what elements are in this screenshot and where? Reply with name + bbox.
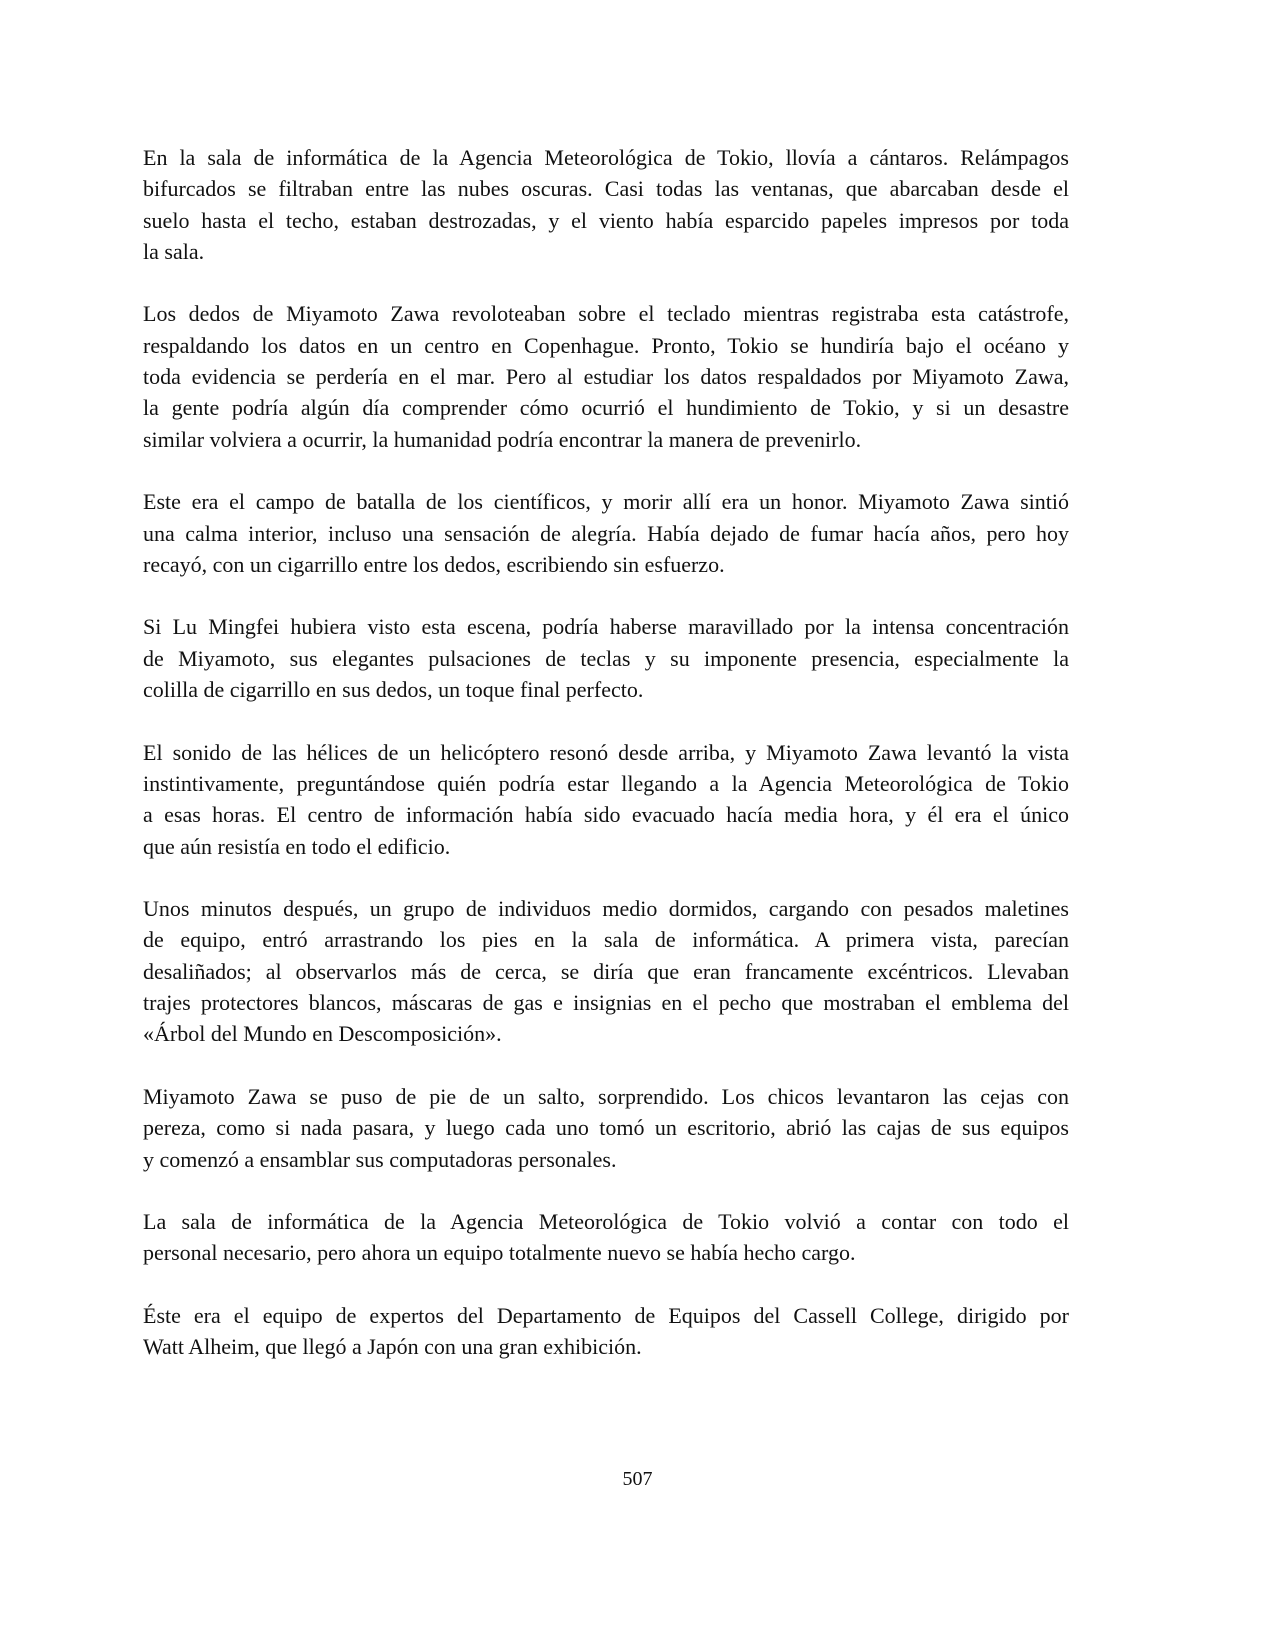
text-line: la gente podría algún día comprender cómo ocurrió el hundimiento de Tokio, y si un desastre	[143, 395, 1069, 421]
text-line: la sala.	[143, 238, 205, 264]
text-line: Si Lu Mingfei hubiera visto esta escena, podría haberse maravillado por la intensa concentración	[143, 614, 1069, 640]
paragraph	[143, 893, 1069, 1049]
text-line: toda evidencia se perdería en el mar. Pero al estudiar los datos respaldados por Miyamoto Zawa,	[143, 364, 1069, 390]
page-body	[143, 142, 1069, 1394]
text-line: La sala de informática de la Agencia Meteorológica de Tokio volvió a contar con todo el	[143, 1209, 1069, 1235]
paragraph	[143, 1300, 1069, 1363]
text-line: Watt Alheim, que llegó a Japón con una gran exhibición.	[143, 1334, 642, 1360]
text-line: desaliñados; al observarlos más de cerca, se diría que eran francamente excéntricos. Llevaban	[143, 958, 1069, 984]
paragraph	[143, 142, 1069, 267]
text-line: suelo hasta el techo, estaban destrozadas, y el viento había esparcido papeles impresos por toda	[143, 207, 1069, 233]
page-number: 507	[622, 1468, 653, 1490]
text-line: recayó, con un cigarrillo entre los dedos, escribiendo sin esfuerzo.	[143, 551, 725, 577]
paragraph	[143, 1081, 1069, 1175]
text-line: a esas horas. El centro de información había sido evacuado hacía media hora, y él era el único	[143, 802, 1069, 828]
text-line: respaldando los datos en un centro en Copenhague. Pronto, Tokio se hundiría bajo el océano y	[143, 332, 1069, 358]
text-line: Éste era el equipo de expertos del Departamento de Equipos del Cassell College, dirigido por	[143, 1302, 1069, 1328]
paragraph	[143, 1206, 1069, 1269]
text-line: una calma interior, incluso una sensación de alegría. Había dejado de fumar hacía años, pero hoy	[143, 520, 1069, 546]
text-line: personal necesario, pero ahora un equipo totalmente nuevo se había hecho cargo.	[143, 1240, 856, 1266]
text-line: trajes protectores blancos, máscaras de gas e insignias en el pecho que mostraban el emblema del	[143, 990, 1069, 1016]
text-line: Este era el campo de batalla de los científicos, y morir allí era un honor. Miyamoto Zawa sintió	[143, 489, 1069, 515]
text-line: que aún resistía en todo el edificio.	[143, 833, 451, 859]
text-line: instintivamente, preguntándose quién podría estar llegando a la Agencia Meteorológica de Tokio	[143, 770, 1069, 796]
paragraph	[143, 611, 1069, 705]
text-line: El sonido de las hélices de un helicóptero resonó desde arriba, y Miyamoto Zawa levantó la vista	[143, 739, 1069, 765]
text-line: Los dedos de Miyamoto Zawa revoloteaban sobre el teclado mientras registraba esta catástrofe,	[143, 301, 1069, 327]
text-line: bifurcados se filtraban entre las nubes oscuras. Casi todas las ventanas, que abarcaban desde el	[143, 176, 1069, 202]
text-line: y comenzó a ensamblar sus computadoras personales.	[143, 1146, 617, 1172]
text-line: Miyamoto Zawa se puso de pie de un salto, sorprendido. Los chicos levantaron las cejas con	[143, 1083, 1069, 1109]
text-line: pereza, como si nada pasara, y luego cada uno tomó un escritorio, abrió las cajas de sus equipos	[143, 1115, 1069, 1141]
paragraph	[143, 737, 1069, 862]
paragraph	[143, 486, 1069, 580]
text-line: En la sala de informática de la Agencia Meteorológica de Tokio, llovía a cántaros. Relámpagos	[143, 145, 1069, 170]
text-line: colilla de cigarrillo en sus dedos, un toque final perfecto.	[143, 677, 644, 703]
text-line: «Árbol del Mundo en Descomposición».	[143, 1021, 502, 1047]
text-line: de equipo, entró arrastrando los pies en la sala de informática. A primera vista, parecían	[143, 927, 1069, 953]
text-line: de Miyamoto, sus elegantes pulsaciones de teclas y su imponente presencia, especialmente la	[143, 645, 1069, 671]
text-line: similar volviera a ocurrir, la humanidad podría encontrar la manera de prevenirlo.	[143, 426, 862, 452]
paragraph	[143, 298, 1069, 454]
text-line: Unos minutos después, un grupo de individuos medio dormidos, cargando con pesados maletines	[143, 896, 1069, 922]
